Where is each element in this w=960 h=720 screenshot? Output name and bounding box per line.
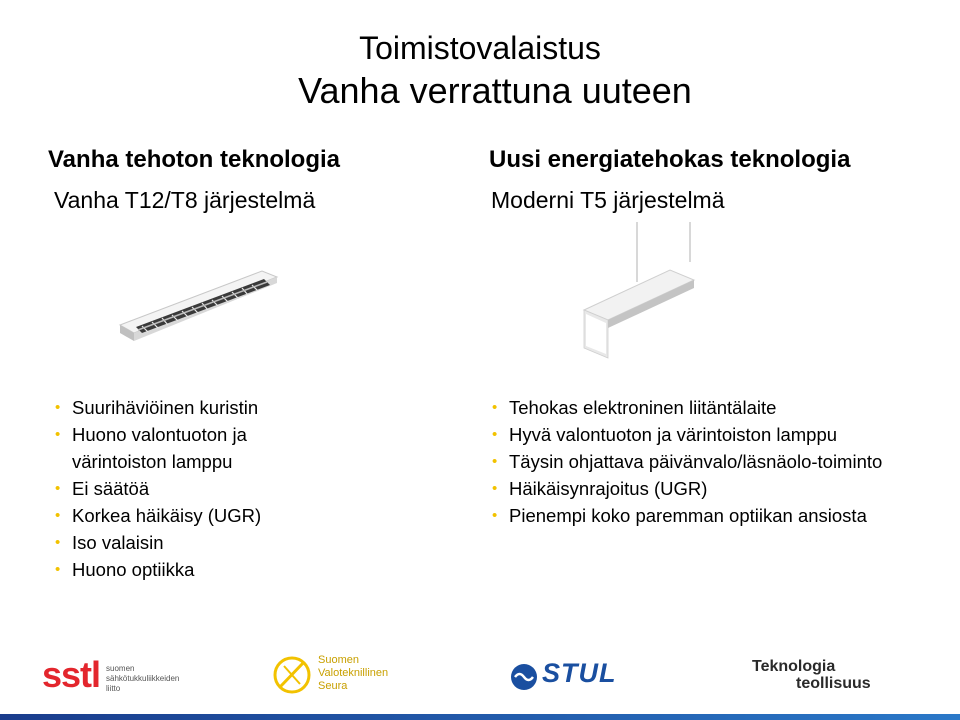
list-item: • Hyvä valontuoton ja värintoiston lamppu: [492, 424, 838, 445]
list-item: • Häikäisynrajoitus (UGR): [492, 478, 708, 499]
valoteknillinen-seura-logo: [270, 652, 400, 696]
tekno-text-line1: Teknologia: [752, 658, 836, 675]
right-bullet-list: [492, 394, 942, 529]
valo-seura-text-line1: Suomen: [318, 654, 359, 666]
page-title-line1: Toimistovalaistus: [359, 30, 601, 66]
valo-seura-text-line3: Seura: [318, 680, 348, 692]
valo-seura-text-line2: Valoteknillinen: [318, 667, 389, 679]
sstl-logo: [42, 654, 192, 700]
list-item: • Tehokas elektroninen liitäntälaite: [492, 397, 777, 418]
sstl-logo-mark: sstl: [42, 654, 101, 695]
footer-bar: [0, 714, 960, 720]
stul-emblem-icon: [510, 663, 538, 691]
stul-logo: [510, 660, 615, 694]
list-item: • Huono optiikka: [55, 559, 195, 580]
left-bullet-list: [55, 394, 295, 583]
list-item: • Täysin ohjattava päivänvalo/läsnäolo-toiminto: [492, 451, 883, 472]
page-title-line2: Vanha verrattuna uuteen: [298, 70, 692, 111]
old-luminaire-image: [112, 255, 282, 345]
modern-luminaire-image: [582, 222, 702, 362]
left-heading: Vanha tehoton teknologia: [48, 146, 341, 173]
list-item: • Korkea häikäisy (UGR): [55, 505, 262, 526]
list-item: • Iso valaisin: [55, 532, 164, 553]
list-item: • Ei säätöä: [55, 478, 150, 499]
list-item: • Suurihäviöinen kuristin: [55, 397, 259, 418]
stul-logo-text: STUL: [542, 658, 617, 688]
sstl-logo-text: suomen sähkötukkuliikkeiden liitto: [106, 664, 180, 693]
list-item: • Huono valontuoton ja värintoiston lamppu: [55, 424, 247, 472]
teknologiateollisuus-logo: [752, 658, 892, 694]
right-subheading: Moderni T5 järjestelmä: [491, 187, 725, 213]
valo-seura-emblem-icon: [270, 652, 316, 696]
list-item: • Pienempi koko paremman optiikan ansiosta: [492, 505, 867, 526]
left-subheading: Vanha T12/T8 järjestelmä: [54, 187, 316, 213]
tekno-text-line2: teollisuus: [796, 675, 871, 692]
right-heading: Uusi energiatehokas teknologia: [489, 146, 851, 173]
